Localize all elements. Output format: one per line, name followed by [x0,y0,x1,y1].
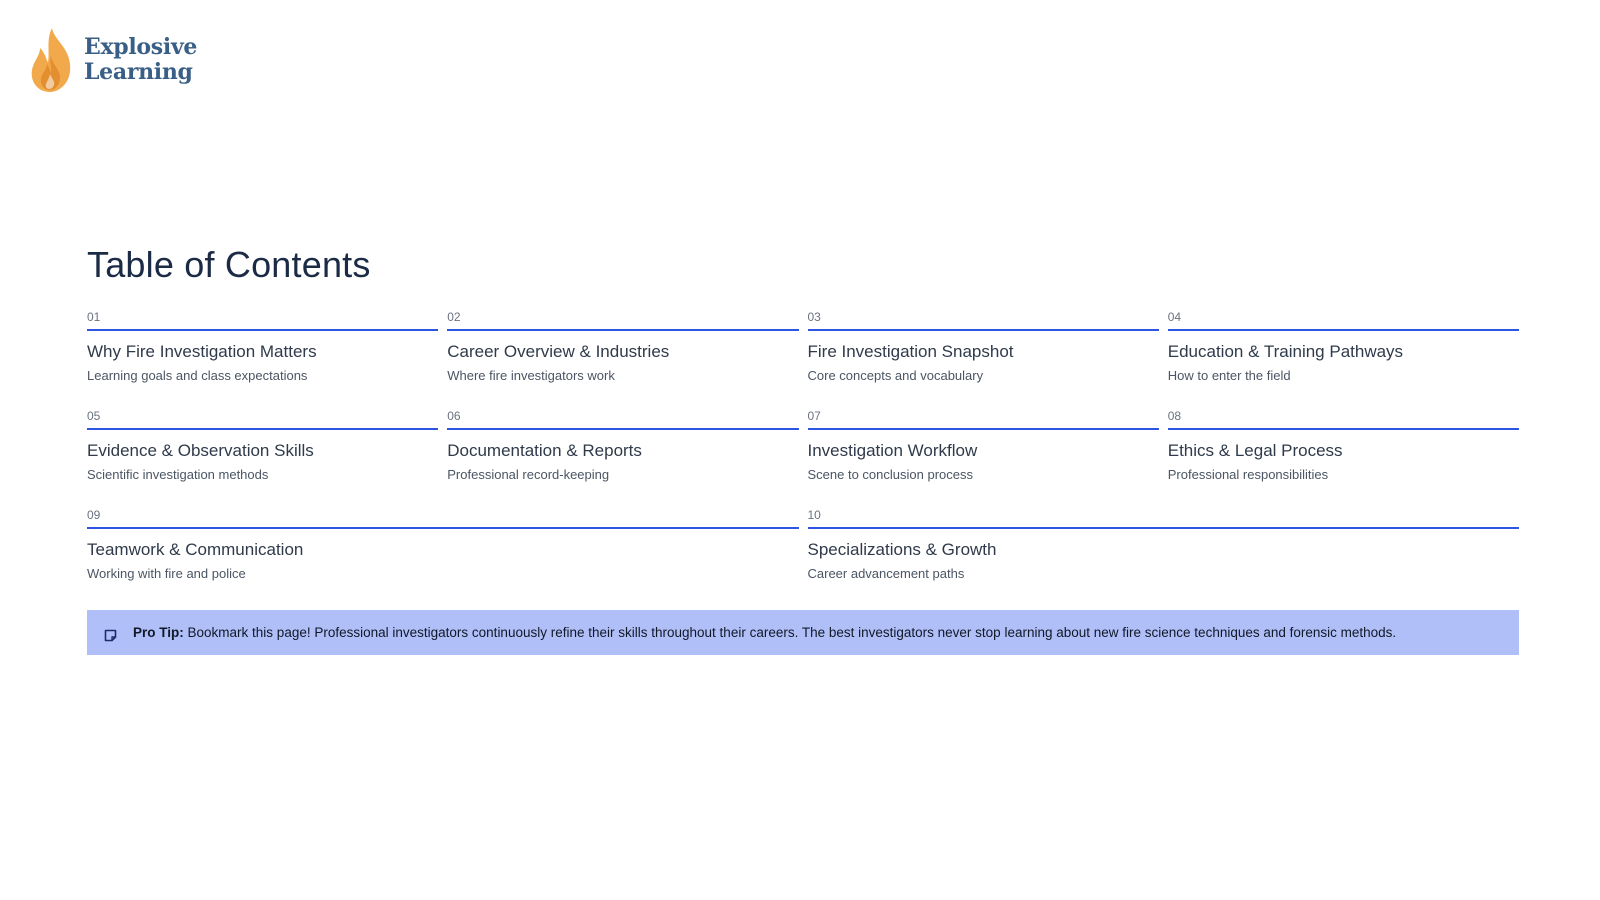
toc-item-subtitle: Scientific investigation methods [87,467,269,482]
toc-item-number: 01 [87,310,438,331]
toc-item-number: 03 [808,310,1159,331]
toc-item-05[interactable] [87,409,438,508]
pro-tip-text [133,625,1396,640]
toc-item-number: 08 [1168,409,1519,430]
toc-item-number: 06 [447,409,798,430]
toc-item-subtitle: Working with fire and police [87,566,246,581]
toc-item-subtitle: How to enter the field [1167,368,1291,383]
toc-item-07[interactable] [808,409,1159,508]
toc-item-subtitle: Learning goals and class expectations [87,368,308,383]
toc-item-10[interactable] [808,508,1520,607]
toc-item-title: Why Fire Investigation Matters [87,342,317,361]
toc-item-number: 09 [87,508,799,529]
toc-item-09[interactable] [87,508,799,607]
toc-item-02[interactable] [447,310,798,409]
toc-item-number: 10 [808,508,1520,529]
toc-item-title: Career Overview & Industries [447,342,670,361]
brand-name [84,35,197,85]
toc-item-title: Fire Investigation Snapshot [807,342,1014,361]
toc-item-number: 05 [87,409,438,430]
page-title: Table of Contents [87,244,371,285]
toc-item-title: Ethics & Legal Process [1167,441,1343,460]
toc-item-subtitle: Where fire investigators work [447,368,615,383]
pro-tip-banner [87,610,1519,655]
toc-grid [87,310,1519,607]
toc-item-title: Specializations & Growth [807,540,997,559]
brand-name-line2: Learning [84,59,193,85]
toc-item-number: 02 [447,310,798,331]
toc-item-subtitle: Scene to conclusion process [807,467,973,482]
toc-item-subtitle: Professional record-keeping [447,467,610,482]
flame-icon [28,26,74,94]
toc-item-subtitle: Core concepts and vocabulary [807,368,984,383]
toc-item-number: 04 [1168,310,1519,331]
toc-item-04[interactable] [1168,310,1519,409]
toc-item-01[interactable] [87,310,438,409]
toc-item-title: Education & Training Pathways [1167,342,1404,361]
pro-tip-body: Bookmark this page! Professional investigators continuously refine their skills throughout their careers. The best investigators never stop learning about new fire science techniques and forensic methods. [187,625,1397,640]
toc-item-subtitle: Professional responsibilities [1167,467,1329,482]
toc-item-title: Investigation Workflow [807,441,978,460]
toc-item-06[interactable] [447,409,798,508]
toc-item-03[interactable] [808,310,1159,409]
toc-item-title: Documentation & Reports [447,441,642,460]
toc-item-subtitle: Career advancement paths [807,566,965,581]
pro-tip-label: Pro Tip: [133,625,184,640]
toc-item-title: Teamwork & Communication [87,540,304,559]
toc-item-number: 07 [808,409,1159,430]
toc-item-title: Evidence & Observation Skills [87,441,314,460]
brand-logo[interactable] [28,26,197,94]
brand-name-line1: Explosive [84,34,198,60]
toc-item-08[interactable] [1168,409,1519,508]
sticky-note-icon [104,629,117,642]
